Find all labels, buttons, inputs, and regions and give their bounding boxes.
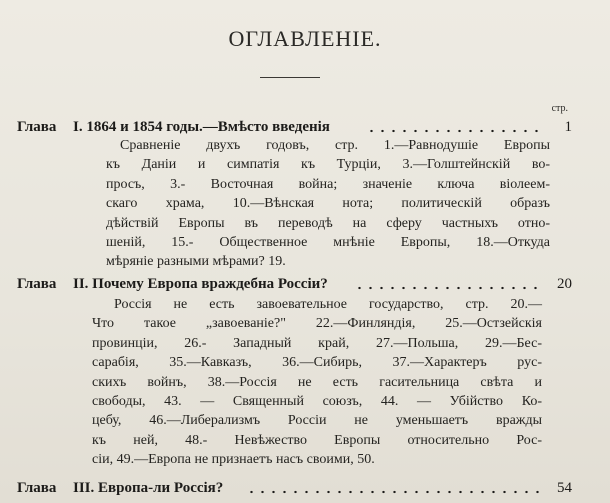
summary-line: шеній, 15.- Общественное мнѣніе Европы, 18.—Откуда [106, 235, 550, 251]
chapter-label: Глава [17, 480, 57, 496]
summary-line: къ ней, 48.- Невѣжество Европы относительно Рос- [92, 432, 542, 448]
chapter-summary [92, 295, 542, 470]
summary-line: скаго храма, 10.—Вѣнская нота; политическій образъ [106, 196, 550, 212]
summary-line: къ Даніи и симпатія къ Турціи, 3.—Голштейнскій во- [106, 157, 550, 173]
summary-line: мѣряніе разными мѣрами? 19. [106, 254, 286, 270]
summary-line: Россія не есть завоевательное государство, стр. 20.— [114, 297, 542, 312]
summary-line: провинціи, 26.- Западный край, 27.—Польша, 29.—Бес- [92, 335, 542, 351]
title-rule [260, 77, 320, 78]
summary-line: цебу, 46.—Либерализмъ Россіи не уменьшаетъ вражды [92, 413, 542, 429]
summary-line: сарабія, 35.—Кавказъ, 36.—Сибирь, 37.—Характеръ рус- [92, 355, 542, 371]
chapter-title: II. Почему Европа враждебна Россіи? [73, 276, 328, 292]
chapter-entry[interactable] [0, 480, 610, 500]
summary-line: Сравненіе двухъ годовъ, стр. 1.—Равнодушіе Европы [120, 138, 550, 153]
page-title: ОГЛАВЛЕНІЕ. [228, 26, 382, 51]
chapter-page-number: 1 [564, 119, 572, 135]
summary-line: сіи, 49.—Европа не признаетъ насъ своими, 50. [92, 452, 375, 468]
summary-line: скихъ войнъ, 38.—Россія не есть гасительница свѣта и [92, 374, 542, 390]
dot-leader [354, 282, 544, 294]
chapter-title: III. Европа-ли Россія? [73, 480, 224, 496]
summary-line: Что такое „завоеваніе?" 22.—Финляндія, 25.—Остзейскія [92, 316, 542, 332]
chapter-label: Глава [17, 276, 57, 292]
chapter-summary [106, 136, 550, 272]
chapter-label: Глава [17, 119, 57, 135]
chapter-title: I. 1864 и 1854 годы.—Вмѣсто введенія [73, 119, 330, 135]
chapter-entry[interactable] [0, 276, 610, 296]
dot-leader [246, 486, 542, 498]
chapter-page-number: 20 [557, 276, 572, 292]
page-column-label: стр. [551, 103, 568, 114]
summary-line: дѣйствій Европы въ переводѣ на сферу частныхъ отно- [106, 215, 550, 231]
summary-line: свободы, 43. — Священный союзъ, 44. — Убійство Ко- [92, 394, 542, 410]
summary-line: просъ, 3.- Восточная война; значеніе ключа віолеем- [106, 176, 550, 192]
chapter-page-number: 54 [557, 480, 572, 496]
